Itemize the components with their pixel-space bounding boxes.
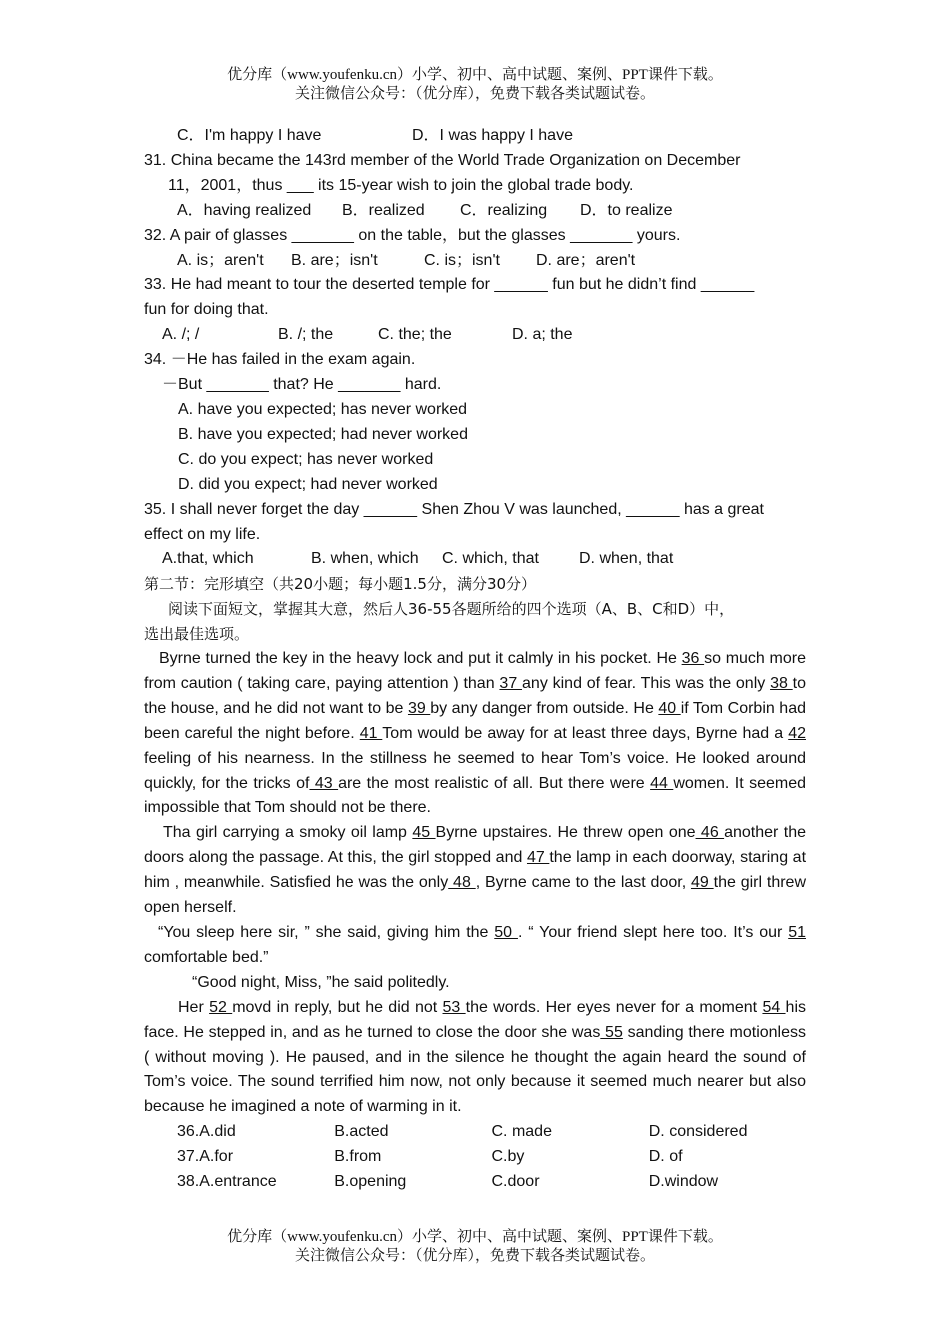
option-a: A. /; / xyxy=(162,326,200,344)
option-b: B. are；isn't xyxy=(291,251,378,269)
blank-46: 46 xyxy=(695,824,725,842)
header-line-1: 优分库（www.youfenku.cn）小学、初中、高中试题、案例、PPT课件下载。 xyxy=(227,67,723,83)
option-a: A．having realized xyxy=(177,201,312,219)
question-32-line-1: 32. A pair of glasses _______ on the table，but the glasses _______ yours. xyxy=(144,226,681,244)
passage-text: are the most realistic of all. But there were xyxy=(338,774,651,792)
passage-text: movd in reply, but he did not xyxy=(232,998,443,1016)
question-34-line-2: －But _______ that? He _______ hard. xyxy=(162,376,442,394)
passage-paragraph-2 xyxy=(144,821,806,921)
option-d: D. are；aren't xyxy=(536,251,636,269)
question-34-option-d: D. did you expect; had never worked xyxy=(178,475,438,493)
passage-text: Tom would be away for at least three days, Byrne had a xyxy=(382,724,789,742)
question-34-option-a: A. have you expected; has never worked xyxy=(178,400,468,418)
question-35-options xyxy=(144,547,806,572)
option-d: D. considered xyxy=(648,1123,748,1141)
blank-41: 41 xyxy=(359,724,383,742)
question-30-options xyxy=(144,124,806,149)
section-2-instruction-1: 阅读下面短文，掌握其大意，然后人36-55各题所给的四个选项（A、B、C和D）中， xyxy=(168,600,735,619)
section-2-instruction-2: 选出最佳选项。 xyxy=(144,625,250,644)
option-b: B．realized xyxy=(342,201,425,219)
option-d: D．to realize xyxy=(580,201,673,219)
question-34-option-b: B. have you expected; had never worked xyxy=(178,425,468,443)
blank-45: 45 xyxy=(412,824,436,842)
passage-text: women. It seemed impossible that Tom should not be there. xyxy=(144,774,806,817)
option-a: A.that, which xyxy=(162,550,254,568)
option-a: 37.A.for xyxy=(177,1148,234,1166)
passage-text: , Byrne came to the last door, xyxy=(475,874,691,892)
passage-text: Byrne upstaires. He threw open one xyxy=(435,824,696,842)
option-b: B.opening xyxy=(334,1173,407,1191)
passage-text: . “ Your friend slept here too. It’s our xyxy=(517,924,789,941)
blank-50: 50 xyxy=(494,924,518,941)
header-line-2: 关注微信公众号：（优分库），免费下载各类试题试卷。 xyxy=(294,86,655,102)
passage-text: Byrne turned the key in the heavy lock and put it calmly in his pocket. He xyxy=(159,650,682,668)
passage-paragraph-3 xyxy=(144,921,806,971)
blank-51: 51 xyxy=(788,924,806,941)
blank-47: 47 xyxy=(526,849,550,867)
question-31-line-1: 31. China became the 143rd member of the World Trade Organization on December xyxy=(144,151,741,169)
option-d: D. a; the xyxy=(512,326,573,344)
blank-53: 53 xyxy=(442,998,466,1016)
blank-43: 43 xyxy=(309,774,339,792)
answer-row-37 xyxy=(144,1145,806,1170)
blank-44: 44 xyxy=(650,774,674,792)
answer-row-38 xyxy=(144,1170,806,1195)
page-header xyxy=(0,66,950,104)
option-b: B. /; the xyxy=(278,326,334,344)
question-33-line-2: fun for doing that. xyxy=(144,301,269,319)
blank-39: 39 xyxy=(407,699,431,717)
passage-text: any kind of fear. This was the only xyxy=(522,674,771,692)
option-d: D.window xyxy=(648,1173,719,1191)
passage-text: another the doors along the passage. At this, the girl stopped and xyxy=(144,824,807,867)
option-c: C．realizing xyxy=(460,201,548,219)
question-34-line-1: 34. －He has failed in the exam again. xyxy=(144,351,416,369)
passage-text: so much more from caution ( taking care, paying attention ) than xyxy=(144,650,806,692)
option-c: C.by xyxy=(491,1148,525,1166)
blank-54: 54 xyxy=(762,998,786,1016)
exam-content xyxy=(144,124,806,1195)
passage-text: “You sleep here sir, ” she said, giving him the xyxy=(158,924,495,941)
passage-paragraph-1 xyxy=(144,647,806,821)
footer-line-2: 关注微信公众号：（优分库），免费下载各类试题试卷。 xyxy=(294,1248,655,1264)
option-c: C. the; the xyxy=(378,326,452,344)
passage-text: feeling of his nearness. In the stillness he seemed to hear Tom’s voice. He looked around quickly, for the tricks of xyxy=(144,749,806,792)
option-a: 38.A.entrance xyxy=(177,1173,277,1191)
option-b: B. when, which xyxy=(311,550,419,568)
blank-40: 40 xyxy=(658,699,681,717)
passage-text: Her xyxy=(178,998,210,1016)
footer-line-1: 优分库（www.youfenku.cn）小学、初中、高中试题、案例、PPT课件下载。 xyxy=(227,1229,723,1245)
option-c: C. is；isn't xyxy=(424,251,500,269)
option-d: D. when, that xyxy=(579,550,674,568)
option-c: C. which, that xyxy=(442,550,539,568)
option-d: D. of xyxy=(648,1148,683,1166)
blank-42: 42 xyxy=(788,724,807,742)
passage-text: Tha girl carrying a smoky oil lamp xyxy=(163,824,413,842)
passage-text: to the house, and he did not want to be xyxy=(144,674,807,717)
question-35-line-1: 35. I shall never forget the day ______ Shen Zhou V was launched, ______ has a great xyxy=(144,500,764,518)
option-b: B.acted xyxy=(334,1123,389,1141)
question-34-option-c: C. do you expect; has never worked xyxy=(178,450,434,468)
blank-48: 48 xyxy=(448,874,476,892)
question-35-line-2: effect on my life. xyxy=(144,525,261,543)
blank-52: 52 xyxy=(209,998,233,1016)
option-b: B.from xyxy=(334,1148,382,1166)
passage-text: by any danger from outside. He xyxy=(430,699,659,717)
passage-text: the lamp in each doorway, staring at him , meanwhile. Satisfied he was the only xyxy=(144,849,807,892)
option-a: A. is；aren't xyxy=(177,251,264,269)
passage-text: the words. Her eyes never for a moment xyxy=(465,998,763,1016)
blank-55: 55 xyxy=(600,1023,623,1041)
question-32-options xyxy=(144,249,806,274)
passage-paragraph-4: “Good night, Miss, ”he said politedly. xyxy=(192,973,450,991)
passage-text: if Tom Corbin had been careful the night before. xyxy=(144,699,806,742)
passage-paragraph-5 xyxy=(144,996,806,1121)
passage-text: comfortable bed.” xyxy=(144,948,269,966)
blank-36: 36 xyxy=(681,650,705,668)
option-c: C．I'm happy I have xyxy=(177,127,322,144)
option-c: C.door xyxy=(491,1173,540,1191)
blank-37: 37 xyxy=(499,674,523,692)
question-31-options xyxy=(144,199,806,224)
option-a: 36.A.did xyxy=(177,1123,236,1141)
answer-row-36 xyxy=(144,1120,806,1145)
question-33-line-1: 33. He had meant to tour the deserted temple for ______ fun but he didn’t find ______ xyxy=(144,276,755,294)
section-2-title: 第二节：完形填空（共20小题；每小题1.5分，满分30分） xyxy=(144,575,537,594)
question-33-options xyxy=(144,323,806,348)
option-d: D．I was happy I have xyxy=(412,127,573,144)
page-footer xyxy=(0,1228,950,1266)
passage-text: sanding there motionless ( without moving ). He paused, and in the silence he thought the again heard the sound of Tom’s voice. The sound terrified him now, not only because it seemed much nearer but also because he imagined a note of warming in it. xyxy=(144,1023,807,1116)
passage-text: his face. He stepped in, and as he turned to close the door she was xyxy=(144,998,806,1041)
option-c: C. made xyxy=(491,1123,552,1141)
blank-38: 38 xyxy=(770,674,793,692)
question-31-line-2: 11，2001，thus ___ its 15-year wish to join the global trade body. xyxy=(168,176,634,194)
passage-text: the girl threw open herself. xyxy=(144,874,806,917)
blank-49: 49 xyxy=(690,874,714,892)
